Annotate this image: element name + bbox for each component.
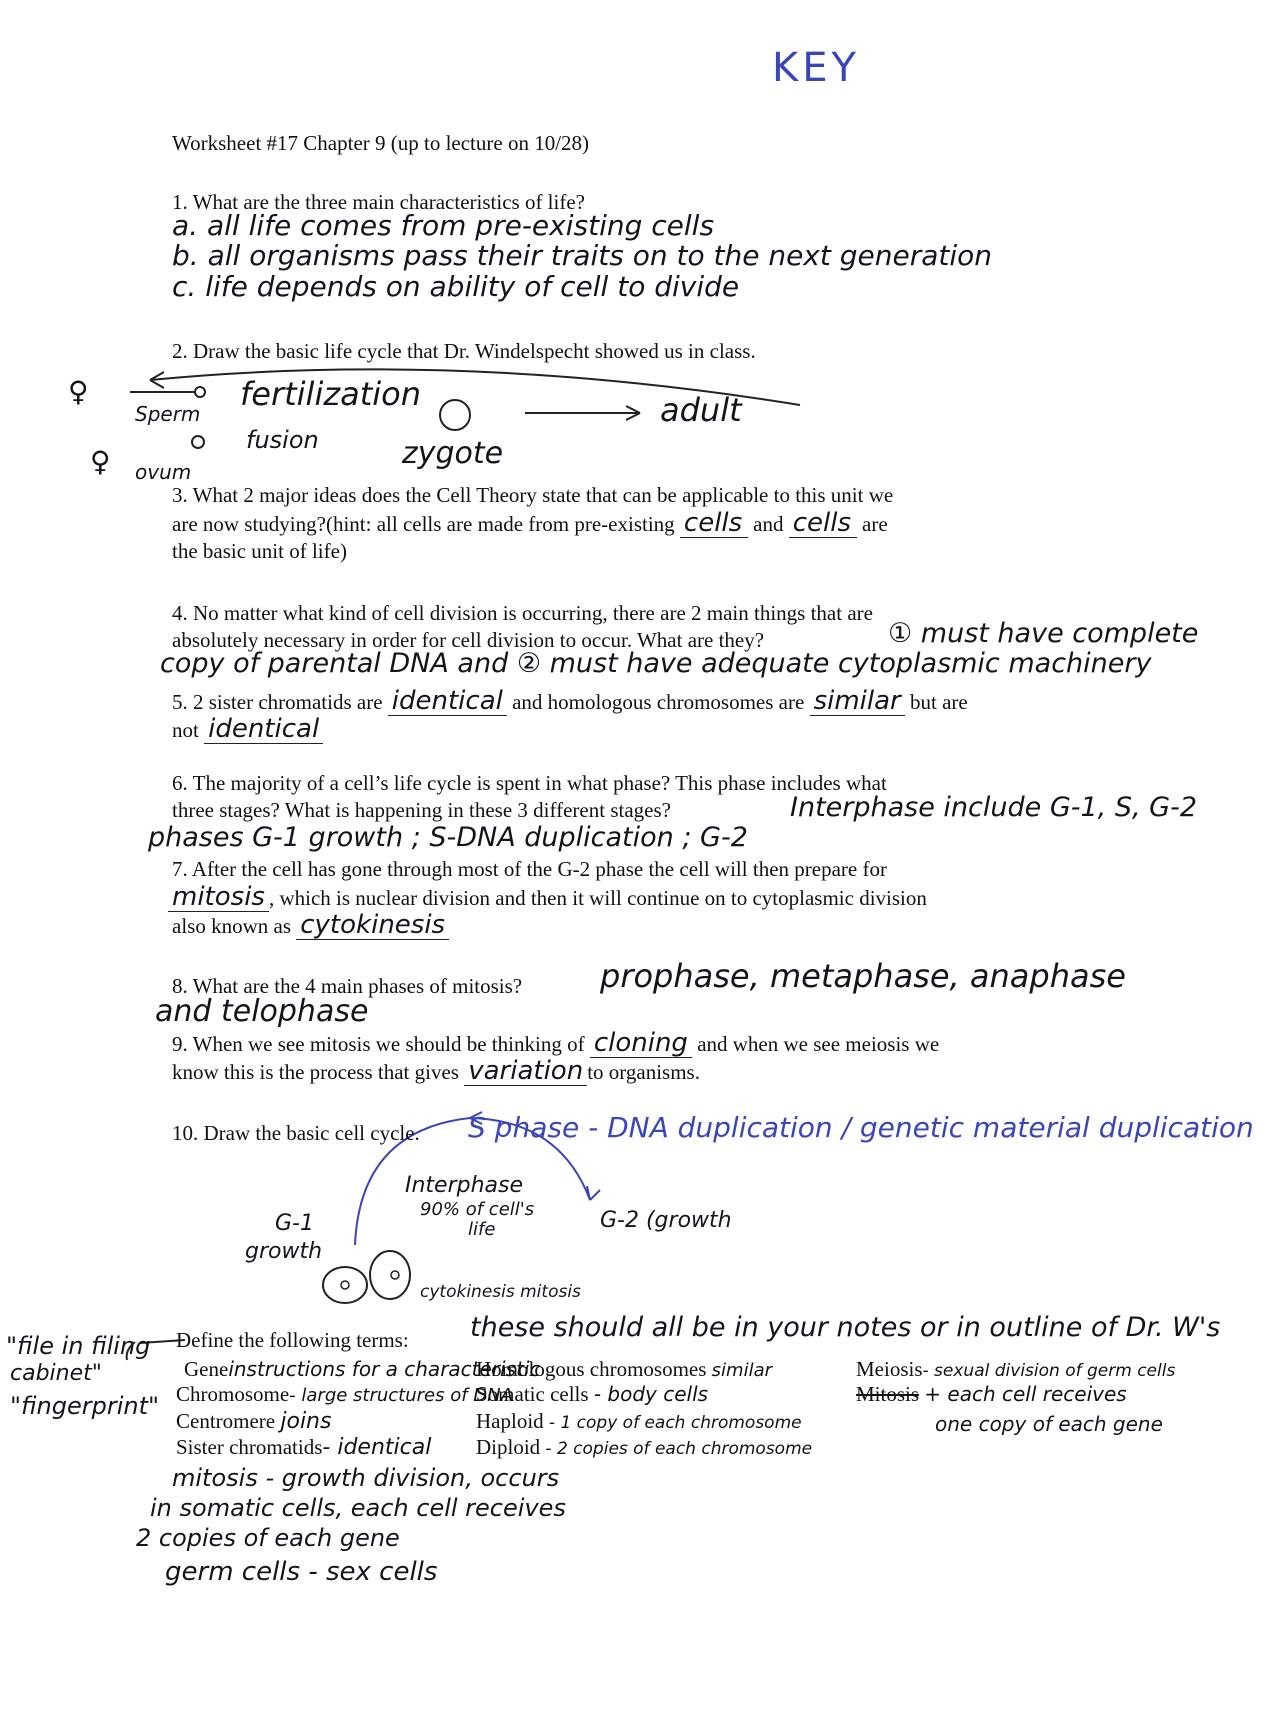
q7-line2 — [168, 884, 927, 912]
mitosis-def-3: 2 copies of each gene — [136, 1524, 400, 1552]
g1-label: G-1 — [275, 1211, 314, 1236]
q5-text-a: 5. 2 sister chromatids are — [172, 690, 383, 714]
q3-text-b: and — [753, 512, 784, 536]
fusion-label: fusion — [246, 426, 319, 454]
mitosis-struck-label: Mitosis — [856, 1382, 920, 1406]
q5-line1 — [172, 688, 968, 716]
term-chromosome — [176, 1381, 513, 1409]
sister-label: Sister chromatids — [176, 1435, 323, 1459]
q10-blue-note: S phase - DNA duplication / genetic material duplication — [468, 1111, 1254, 1144]
q5-blank-2: similar — [810, 688, 905, 716]
centromere-label: Centromere — [176, 1409, 276, 1433]
centromere-def: joins — [280, 1409, 332, 1434]
meiosis-def-3: one copy of each gene — [935, 1412, 1163, 1436]
haploid-label: Haploid — [476, 1409, 544, 1433]
term-meiosis — [856, 1356, 1175, 1384]
life-label: life — [468, 1219, 496, 1240]
ninety-percent-label: 90% of cell's — [420, 1199, 535, 1220]
q9-blank-1: cloning — [590, 1030, 692, 1058]
q6-line2: three stages? What is happening in these 3 different stages? — [172, 798, 671, 822]
q3-line2 — [172, 510, 888, 538]
q3-line1: 3. What 2 major ideas does the Cell Theory state that can be applicable to this unit we — [172, 483, 894, 507]
q9-blank-2: variation — [464, 1058, 587, 1086]
male-symbol: ♀ — [68, 375, 89, 408]
q7-blank-1: mitosis — [168, 884, 269, 912]
q3-line3: the basic unit of life) — [172, 539, 347, 563]
side-note-1: "file in filing — [6, 1332, 151, 1360]
q8-answer-1: prophase, metaphase, anaphase — [600, 957, 1126, 995]
somatic-def: - body cells — [593, 1382, 709, 1406]
q8-answer-2: and telophase — [155, 994, 369, 1029]
q7-text-3: also known as — [172, 914, 291, 938]
q7-text-2: , which is nuclear division and then it will continue on to cytoplasmic division — [268, 886, 927, 910]
q6-line1: 6. The majority of a cell’s life cycle is spent in what phase? This phase includes what — [172, 771, 887, 795]
q4-line2: absolutely necessary in order for cell division to occur. What are they? — [172, 628, 765, 652]
q2-question: 2. Draw the basic life cycle that Dr. Windelspecht showed us in class. — [172, 339, 756, 363]
mitosis-def-1: mitosis - growth division, occurs — [172, 1464, 560, 1492]
homologous-label: Homologous chromosomes — [476, 1357, 707, 1381]
sperm-label: Sperm — [135, 402, 201, 426]
term-somatic — [476, 1381, 708, 1407]
q1-question: 1. What are the three main characteristics of life? — [172, 190, 585, 214]
side-note-3: "fingerprint" — [10, 1392, 160, 1420]
q10-question: 10. Draw the basic cell cycle. — [172, 1121, 420, 1145]
term-diploid — [476, 1434, 812, 1462]
define-note: these should all be in your notes or in outline of Dr. W's — [470, 1312, 1221, 1343]
chromosome-def: - large structures of DNA — [289, 1385, 513, 1406]
sperm-head — [195, 387, 205, 397]
q5-line2 — [172, 716, 323, 744]
q5-blank-1: identical — [388, 688, 507, 716]
gene-label: Gene — [184, 1357, 229, 1381]
q3-text-c: are — [862, 512, 888, 536]
worksheet-title: Worksheet #17 Chapter 9 (up to lecture on 10/28) — [172, 131, 590, 155]
q1-answer-c: c. life depends on ability of cell to divide — [172, 270, 740, 303]
term-sister-chromatids — [176, 1434, 431, 1461]
q9-line2 — [172, 1058, 700, 1086]
diploid-label: Diploid — [476, 1435, 541, 1459]
q3-blank-1: cells — [680, 510, 748, 538]
q3-blank-2: cells — [789, 510, 857, 538]
q7-blank-2: cytokinesis — [296, 912, 449, 940]
daughter-cell-1 — [323, 1267, 367, 1303]
term-homologous — [476, 1356, 772, 1384]
q1-answer-a: a. all life comes from pre-existing cells — [172, 209, 715, 242]
term-centromere — [176, 1408, 331, 1435]
ovum-label: ovum — [135, 460, 192, 484]
meiosis-def-2: + each cell receives — [924, 1382, 1127, 1406]
q4-answer-2: copy of parental DNA and ② must have adequate cytoplasmic machinery — [160, 648, 1152, 679]
q9-line1 — [172, 1030, 939, 1058]
q1-answer-b: b. all organisms pass their traits on to the next generation — [172, 239, 993, 272]
q9-text-d: to organisms. — [587, 1060, 700, 1084]
gene-def: instructions for a characteristic — [228, 1357, 541, 1381]
growth-label: growth — [245, 1239, 323, 1264]
term-mitosis-struck — [856, 1381, 1127, 1407]
cyto-mitosis-label: cytokinesis mitosis — [420, 1282, 581, 1302]
ovum-circle — [192, 436, 204, 448]
zygote-label: zygote — [402, 436, 504, 471]
q6-answer-1: Interphase include G-1, S, G-2 — [790, 792, 1197, 823]
q5-blank-3: identical — [204, 716, 323, 744]
germ-cells-def: germ cells - sex cells — [165, 1557, 438, 1587]
q5-text-d: not — [172, 718, 199, 742]
adult-label: adult — [660, 391, 742, 429]
q5-text-c: but are — [909, 690, 968, 714]
diploid-def: - 2 copies of each chromosome — [545, 1439, 813, 1459]
mitosis-def-2: in somatic cells, each cell receives — [150, 1494, 566, 1522]
q6-answer-2: phases G-1 growth ; S-DNA duplication ; G-2 — [148, 822, 748, 853]
meiosis-label: Meiosis — [856, 1357, 923, 1381]
somatic-label: Somatic cells — [476, 1382, 589, 1406]
q8-question: 8. What are the 4 main phases of mitosis? — [172, 974, 523, 998]
fertilization-label: fertilization — [240, 375, 422, 413]
g2-label: G-2 (growth — [600, 1208, 732, 1233]
key-label: KEY — [772, 45, 860, 91]
interphase-label: Interphase — [405, 1173, 524, 1198]
daughter-cell-2 — [370, 1251, 410, 1299]
side-note-2: cabinet" — [10, 1361, 102, 1386]
q5-text-b: and homologous chromosomes are — [512, 690, 805, 714]
q9-text-c: know this is the process that gives — [172, 1060, 459, 1084]
q3-text-a: are now studying?(hint: all cells are made from pre-existing — [172, 512, 675, 536]
zygote-circle — [440, 400, 470, 430]
q4-line1: 4. No matter what kind of cell division is occurring, there are 2 main things that are — [172, 601, 873, 625]
q9-text-a: 9. When we see mitosis we should be thinking of — [172, 1032, 585, 1056]
homologous-def: similar — [711, 1360, 773, 1381]
q9-text-b: and when we see meiosis we — [697, 1032, 940, 1056]
define-heading: Define the following terms: — [176, 1328, 409, 1352]
q4-answer-1: ① must have complete — [888, 618, 1199, 649]
q7-line3 — [172, 912, 449, 940]
female-symbol: ♀ — [90, 445, 111, 478]
meiosis-def: - sexual division of germ cells — [922, 1361, 1176, 1381]
sister-def: - identical — [322, 1435, 432, 1460]
term-haploid — [476, 1408, 802, 1436]
chromosome-label: Chromosome — [176, 1382, 290, 1406]
q7-line1: 7. After the cell has gone through most of the G-2 phase the cell will then prepare for — [172, 857, 887, 881]
haploid-def: - 1 copy of each chromosome — [548, 1413, 802, 1433]
